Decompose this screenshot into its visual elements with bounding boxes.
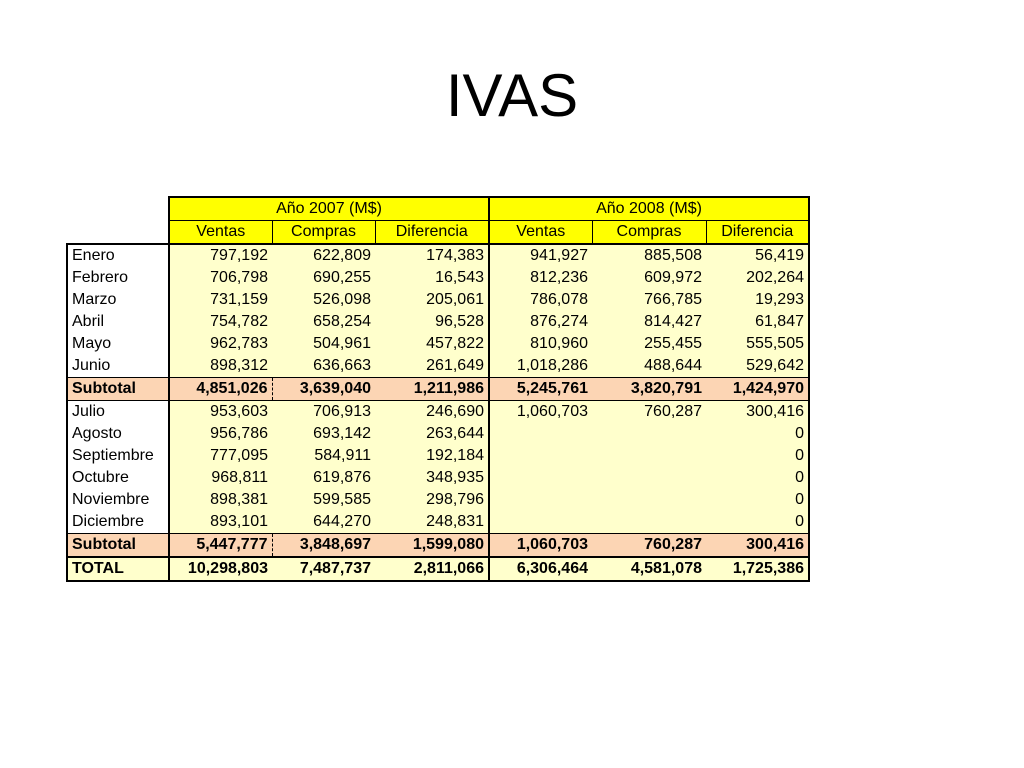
cell-ventas-2008 (489, 445, 592, 467)
cell-compras-2007: 658,254 (272, 311, 375, 333)
row-label: Subtotal (67, 534, 169, 558)
cell-compras-2007: 3,848,697 (272, 534, 375, 558)
subtotal-row (67, 378, 809, 401)
cell-diferencia-2007: 96,528 (375, 311, 489, 333)
empty-corner (67, 221, 169, 245)
cell-ventas-2007: 893,101 (169, 511, 272, 534)
cell-ventas-2008: 810,960 (489, 333, 592, 355)
cell-diferencia-2008: 1,424,970 (706, 378, 809, 401)
cell-diferencia-2007: 2,811,066 (375, 557, 489, 581)
cell-compras-2007: 3,639,040 (272, 378, 375, 401)
cell-compras-2008 (592, 445, 706, 467)
cell-diferencia-2008: 56,419 (706, 244, 809, 267)
cell-diferencia-2008: 202,264 (706, 267, 809, 289)
row-label: Mayo (67, 333, 169, 355)
cell-ventas-2007: 5,447,777 (169, 534, 272, 558)
cell-compras-2008: 814,427 (592, 311, 706, 333)
row-label: Junio (67, 355, 169, 378)
cell-ventas-2007: 4,851,026 (169, 378, 272, 401)
cell-compras-2007: 584,911 (272, 445, 375, 467)
cell-ventas-2008: 812,236 (489, 267, 592, 289)
cell-ventas-2007: 706,798 (169, 267, 272, 289)
cell-compras-2007: 7,487,737 (272, 557, 375, 581)
cell-ventas-2008 (489, 467, 592, 489)
cell-ventas-2008 (489, 423, 592, 445)
cell-ventas-2008: 1,060,703 (489, 401, 592, 424)
cell-ventas-2007: 777,095 (169, 445, 272, 467)
row-label: Noviembre (67, 489, 169, 511)
cell-compras-2007: 706,913 (272, 401, 375, 424)
cell-compras-2008: 885,508 (592, 244, 706, 267)
cell-compras-2008: 488,644 (592, 355, 706, 378)
empty-corner (67, 197, 169, 221)
cell-diferencia-2008: 0 (706, 445, 809, 467)
cell-ventas-2008: 786,078 (489, 289, 592, 311)
table-row (67, 289, 809, 311)
cell-compras-2008: 3,820,791 (592, 378, 706, 401)
cell-diferencia-2007: 246,690 (375, 401, 489, 424)
cell-diferencia-2007: 174,383 (375, 244, 489, 267)
cell-compras-2007: 622,809 (272, 244, 375, 267)
year-header-row (67, 197, 809, 221)
cell-ventas-2007: 898,312 (169, 355, 272, 378)
column-header-compras-2007: Compras (272, 221, 375, 245)
cell-diferencia-2008: 300,416 (706, 401, 809, 424)
cell-ventas-2007: 797,192 (169, 244, 272, 267)
row-label: Subtotal (67, 378, 169, 401)
cell-compras-2008: 255,455 (592, 333, 706, 355)
cell-compras-2007: 526,098 (272, 289, 375, 311)
cell-compras-2007: 690,255 (272, 267, 375, 289)
cell-compras-2008: 766,785 (592, 289, 706, 311)
cell-compras-2007: 636,663 (272, 355, 375, 378)
cell-ventas-2007: 898,381 (169, 489, 272, 511)
column-header-compras-2008: Compras (592, 221, 706, 245)
cell-ventas-2008: 1,018,286 (489, 355, 592, 378)
cell-compras-2007: 619,876 (272, 467, 375, 489)
table-row (67, 467, 809, 489)
cell-compras-2008: 609,972 (592, 267, 706, 289)
table-row (67, 423, 809, 445)
cell-ventas-2007: 956,786 (169, 423, 272, 445)
cell-diferencia-2008: 529,642 (706, 355, 809, 378)
total-row (67, 557, 809, 581)
cell-diferencia-2007: 348,935 (375, 467, 489, 489)
cell-diferencia-2007: 192,184 (375, 445, 489, 467)
cell-diferencia-2008: 0 (706, 423, 809, 445)
cell-diferencia-2008: 300,416 (706, 534, 809, 558)
table-row (67, 333, 809, 355)
cell-diferencia-2008: 1,725,386 (706, 557, 809, 581)
cell-compras-2008 (592, 489, 706, 511)
cell-compras-2008: 760,287 (592, 534, 706, 558)
row-label: TOTAL (67, 557, 169, 581)
row-label: Octubre (67, 467, 169, 489)
cell-diferencia-2007: 261,649 (375, 355, 489, 378)
cell-compras-2007: 644,270 (272, 511, 375, 534)
cell-ventas-2008: 5,245,761 (489, 378, 592, 401)
row-label: Diciembre (67, 511, 169, 534)
row-label: Enero (67, 244, 169, 267)
cell-compras-2007: 599,585 (272, 489, 375, 511)
cell-compras-2008 (592, 423, 706, 445)
column-header-diferencia-2007: Diferencia (375, 221, 489, 245)
table-row (67, 511, 809, 534)
table-row (67, 244, 809, 267)
row-label: Julio (67, 401, 169, 424)
cell-ventas-2007: 953,603 (169, 401, 272, 424)
cell-diferencia-2007: 205,061 (375, 289, 489, 311)
year-header-2007: Año 2007 (M$) (169, 197, 489, 221)
row-label: Agosto (67, 423, 169, 445)
row-label: Abril (67, 311, 169, 333)
row-label: Febrero (67, 267, 169, 289)
table-body (67, 244, 809, 581)
row-label: Septiembre (67, 445, 169, 467)
cell-ventas-2007: 968,811 (169, 467, 272, 489)
table-row (67, 355, 809, 378)
table-row (67, 445, 809, 467)
column-header-ventas-2008: Ventas (489, 221, 592, 245)
cell-diferencia-2007: 1,599,080 (375, 534, 489, 558)
cell-diferencia-2007: 16,543 (375, 267, 489, 289)
cell-compras-2008: 760,287 (592, 401, 706, 424)
cell-ventas-2007: 754,782 (169, 311, 272, 333)
cell-diferencia-2007: 1,211,986 (375, 378, 489, 401)
cell-diferencia-2008: 555,505 (706, 333, 809, 355)
cell-diferencia-2007: 248,831 (375, 511, 489, 534)
cell-ventas-2007: 731,159 (169, 289, 272, 311)
cell-ventas-2008: 6,306,464 (489, 557, 592, 581)
cell-diferencia-2008: 0 (706, 511, 809, 534)
cell-compras-2008: 4,581,078 (592, 557, 706, 581)
table-row (67, 401, 809, 424)
row-label: Marzo (67, 289, 169, 311)
cell-ventas-2008 (489, 489, 592, 511)
table-row (67, 267, 809, 289)
cell-compras-2007: 504,961 (272, 333, 375, 355)
cell-diferencia-2008: 0 (706, 467, 809, 489)
slide-title: IVAS (445, 62, 579, 129)
cell-ventas-2008: 1,060,703 (489, 534, 592, 558)
table-row (67, 489, 809, 511)
cell-diferencia-2008: 61,847 (706, 311, 809, 333)
column-header-ventas-2007: Ventas (169, 221, 272, 245)
column-header-row (67, 221, 809, 245)
cell-ventas-2007: 962,783 (169, 333, 272, 355)
cell-diferencia-2007: 298,796 (375, 489, 489, 511)
table-row (67, 311, 809, 333)
subtotal-row (67, 534, 809, 558)
cell-diferencia-2008: 19,293 (706, 289, 809, 311)
cell-diferencia-2007: 457,822 (375, 333, 489, 355)
cell-diferencia-2008: 0 (706, 489, 809, 511)
cell-ventas-2008: 876,274 (489, 311, 592, 333)
ivas-table (66, 196, 810, 582)
cell-compras-2008 (592, 511, 706, 534)
cell-ventas-2008: 941,927 (489, 244, 592, 267)
cell-diferencia-2007: 263,644 (375, 423, 489, 445)
year-header-2008: Año 2008 (M$) (489, 197, 809, 221)
cell-ventas-2007: 10,298,803 (169, 557, 272, 581)
cell-compras-2008 (592, 467, 706, 489)
column-header-diferencia-2008: Diferencia (706, 221, 809, 245)
cell-compras-2007: 693,142 (272, 423, 375, 445)
cell-ventas-2008 (489, 511, 592, 534)
